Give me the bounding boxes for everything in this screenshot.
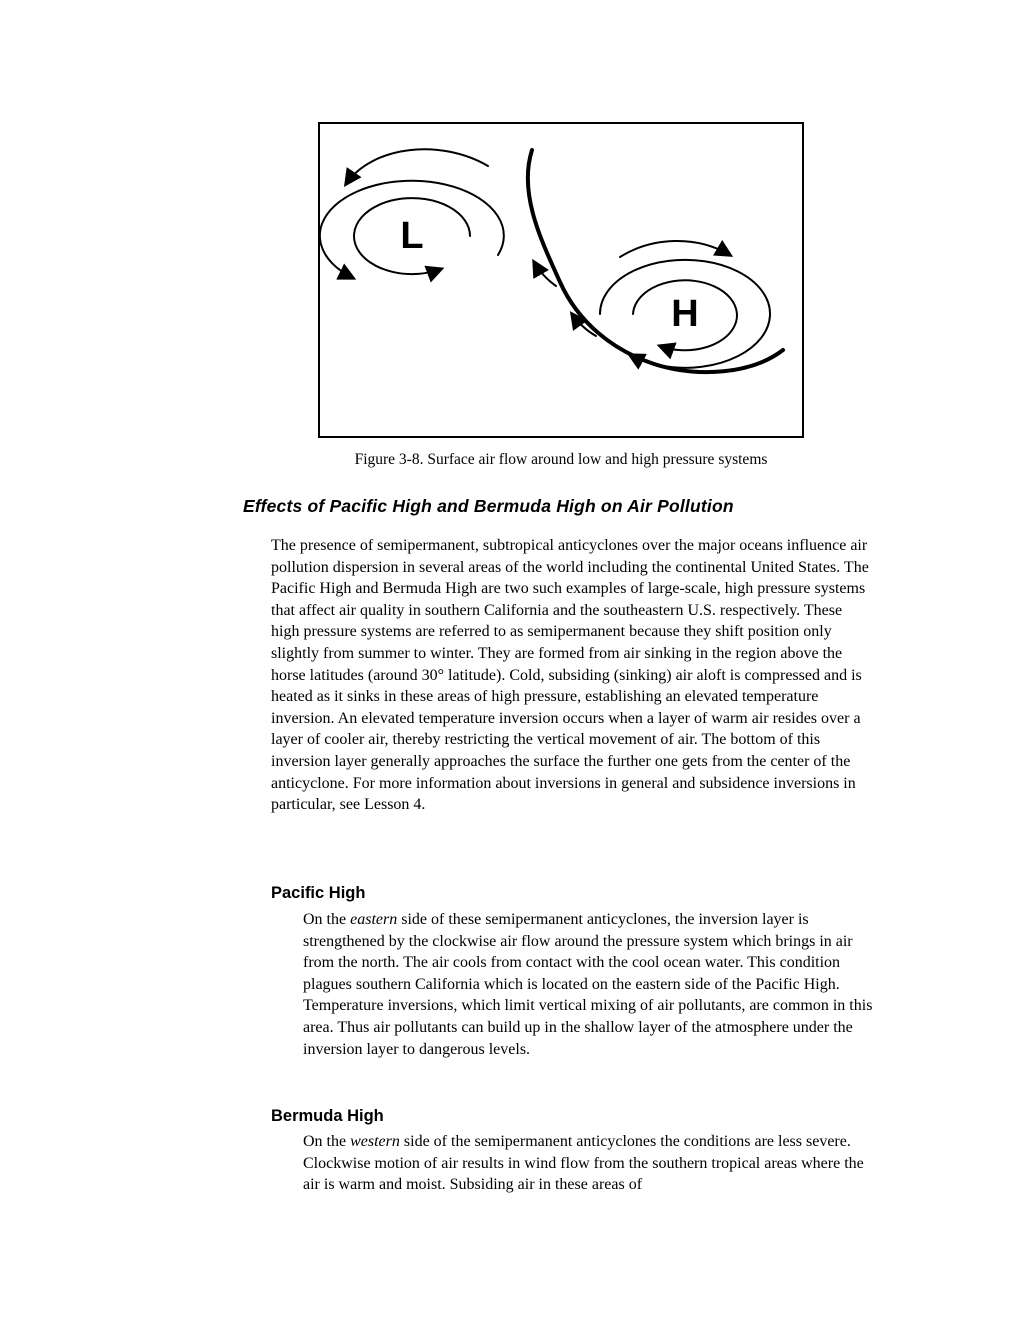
pacific-high-heading: Pacific High — [271, 884, 366, 902]
figure-caption: Figure 3-8. Surface air flow around low and high pressure systems — [354, 451, 768, 468]
high-pressure-spiral — [600, 241, 770, 368]
bermuda-high-heading: Bermuda High — [271, 1107, 384, 1125]
pacific-high-paragraph — [303, 909, 878, 1060]
low-center-label: L — [400, 215, 424, 257]
low-pressure-spiral — [320, 149, 504, 278]
pressure-systems-diagram — [318, 122, 804, 438]
bermuda-high-paragraph — [303, 1131, 878, 1196]
section-heading: Effects of Pacific High and Bermuda High on Air Pollution — [243, 496, 734, 516]
pacific-paragraph-italic: eastern — [350, 911, 398, 928]
bermuda-paragraph-lead: On the — [303, 1133, 351, 1150]
bermuda-paragraph-rest: side of the semipermanent anticyclones the conditions are less severe. Clockwise motion of air results in wind flow from the southern tropical areas where the air is warm and moist. Subsiding air in these areas of — [303, 1133, 864, 1194]
high-center-label: H — [671, 293, 699, 335]
pacific-paragraph-lead: On the — [303, 911, 351, 928]
frontal-trough-line — [528, 150, 783, 372]
bermuda-paragraph-italic: western — [350, 1133, 400, 1150]
airflow-diagram-svg — [320, 124, 802, 436]
pacific-paragraph-rest: side of these semipermanent anticyclones, the inversion layer is strengthened by the clockwise air flow around the pressure system which brings in air from the north. The air cools from contact with the cool ocean water. This condition plagues southern California which is located on the eastern side of the Pacific High. Temperature inversions, which limit vertical mixing of air pollutants, are common in this area. Thus air pollutants can build up in the shallow layer of the atmosphere under the inversion layer to dangerous levels. — [303, 911, 873, 1058]
intro-paragraph: The presence of semipermanent, subtropical anticyclones over the major oceans influence air pollution dispersion in several areas of the world including the continental United States. The Pacific High and Bermuda High are two such examples of large-scale, high pressure systems that affect air quality in southern California and the southeastern U.S. respectively. These high pressure systems are referred to as semipermanent because they shift position only slightly from summer to winter. They are formed from air sinking in the region above the horse latitudes (around 30° latitude). Cold, subsiding (sinking) air aloft is compressed and is heated as it sinks in these areas of high pressure, establishing an elevated temperature inversion. An elevated temperature inversion occurs when a layer of warm air resides over a layer of cooler air, thereby restricting the vertical movement of air. The bottom of this inversion layer generally approaches the surface the further one gets from the center of the anticyclone. For more information about inversions in general and subsidence inversions in particular, see Lesson 4. — [271, 537, 869, 814]
